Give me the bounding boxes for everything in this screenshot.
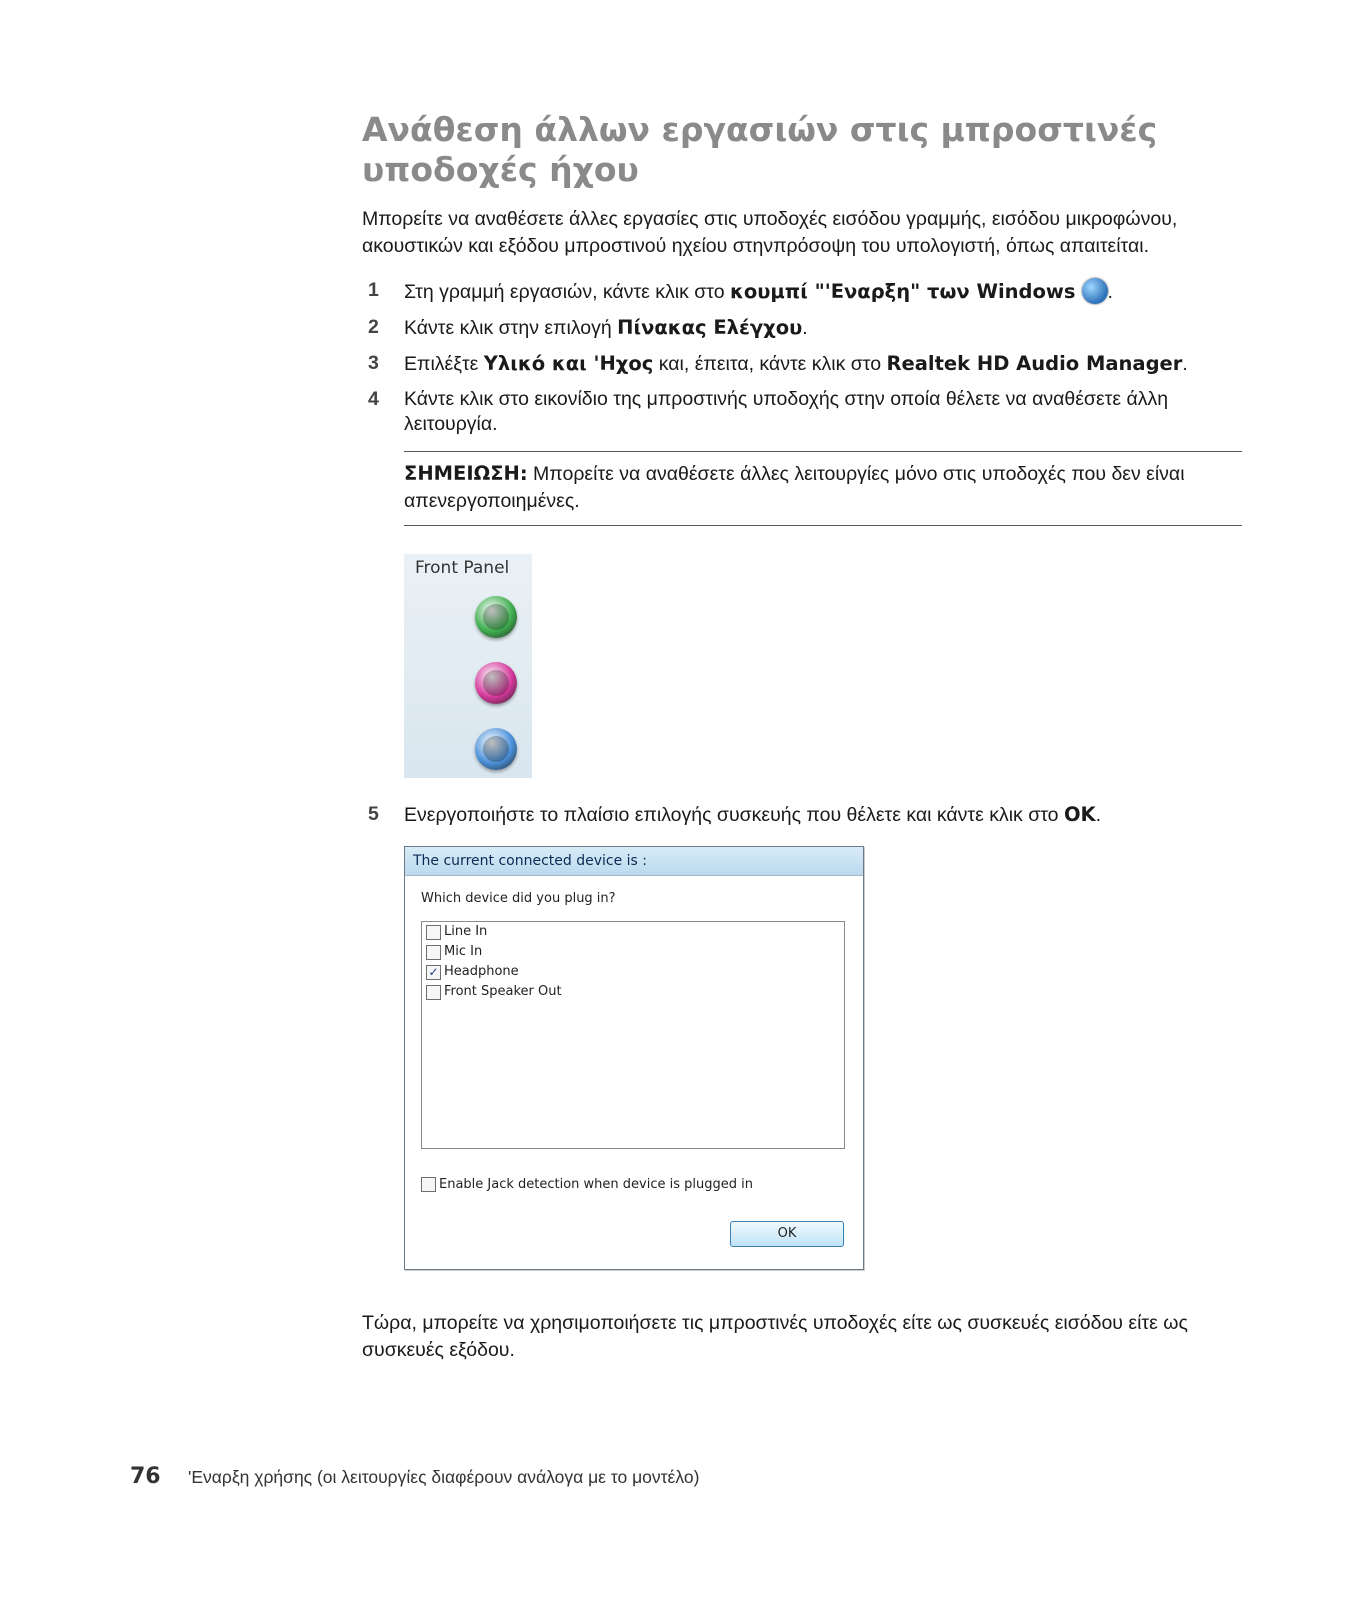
device-label: Front Speaker Out [444,984,562,999]
note-label: ΣΗΜΕΙΩΣΗ: [404,462,528,485]
device-label: Headphone [444,964,519,979]
blue-jack-icon[interactable] [475,728,517,770]
page-content [362,110,1242,1364]
note-text: Μπορείτε να αναθέσετε άλλες λειτουργίες μόνο στις υποδοχές που δεν είναι απενεργοποιημένες. [404,463,1185,512]
green-jack-icon[interactable] [475,596,517,638]
step-text: Στη γραμμή εργασιών, κάντε κλικ στο κουμπί "'Εναρξη" των Windows . [404,280,1113,303]
device-dialog [404,846,864,1270]
jack-detection-checkbox[interactable] [421,1177,436,1192]
step-1 [362,278,1242,305]
device-item-front-speaker-out[interactable] [422,982,844,1002]
step-text: Επιλέξτε Υλικό και 'Ηχος και, έπειτα, κάντε κλικ στο Realtek HD Audio Manager. [404,352,1188,375]
note-box [404,451,1242,526]
front-panel-image [404,554,532,778]
intro-paragraph: Μπορείτε να αναθέσετε άλλες εργασίες στις υποδοχές εισόδου γραμμής, εισόδου μικροφώνου, ακουστικών και εξόδου μπροστινού ηχείου στηνπρόσοψη του υπολογιστή, όπως απαιτείται. [362,208,1178,257]
dialog-question: Which device did you plug in? [421,891,616,906]
ok-button[interactable]: OK [730,1221,844,1247]
step-2 [362,315,1242,341]
windows-start-icon [1082,278,1108,304]
step-number: 3 [368,352,379,374]
step-number: 4 [368,388,379,410]
device-item-mic-in[interactable] [422,942,844,962]
steps-list-continued [362,802,1242,828]
checkbox-checked[interactable]: ✓ [426,965,441,980]
step-text: Ενεργοποιήστε το πλαίσιο επιλογής συσκευής που θέλετε και κάντε κλικ στο OK. [404,803,1102,826]
step-number: 1 [368,279,379,301]
page-title: Ανάθεση άλλων εργασιών στις μπροστινές υποδοχές ήχου [362,110,1158,189]
page-footer [130,1464,699,1489]
step-number: 5 [368,803,379,825]
checkbox[interactable] [426,925,441,940]
checkbox[interactable] [426,945,441,960]
device-item-line-in[interactable] [422,922,844,942]
checkbox[interactable] [426,985,441,1000]
jack-detection-label: Enable Jack detection when device is plugged in [439,1177,753,1192]
device-item-headphone[interactable] [422,962,844,982]
device-label: Mic In [444,944,483,959]
front-panel-label: Front Panel [415,558,510,578]
step-text: Κάντε κλικ στην επιλογή Πίνακας Ελέγχου. [404,316,808,339]
dialog-title: The current connected device is : [405,847,863,876]
page-number: 76 [130,1464,161,1489]
step-text: Κάντε κλικ στο εικονίδιο της μπροστινής υποδοχής στην οποία θέλετε να αναθέσετε άλλη λειτουργία. [404,388,1169,435]
step-number: 2 [368,316,379,338]
step-5 [362,802,1242,828]
outro-paragraph: Τώρα, μπορείτε να χρησιμοποιήσετε τις μπροστινές υποδοχές είτε ως συσκευές εισόδου είτε ως συσκευές εξόδου. [362,1312,1188,1361]
jack-detection-option[interactable] [421,1177,753,1192]
step-4 [362,387,1242,437]
device-list [421,921,845,1149]
step-3 [362,351,1242,377]
steps-list [362,278,1242,437]
device-label: Line In [444,924,488,939]
footer-text: 'Εναρξη χρήσης (οι λειτουργίες διαφέρουν ανάλογα με το μοντέλο) [188,1467,700,1487]
pink-jack-icon[interactable] [475,662,517,704]
